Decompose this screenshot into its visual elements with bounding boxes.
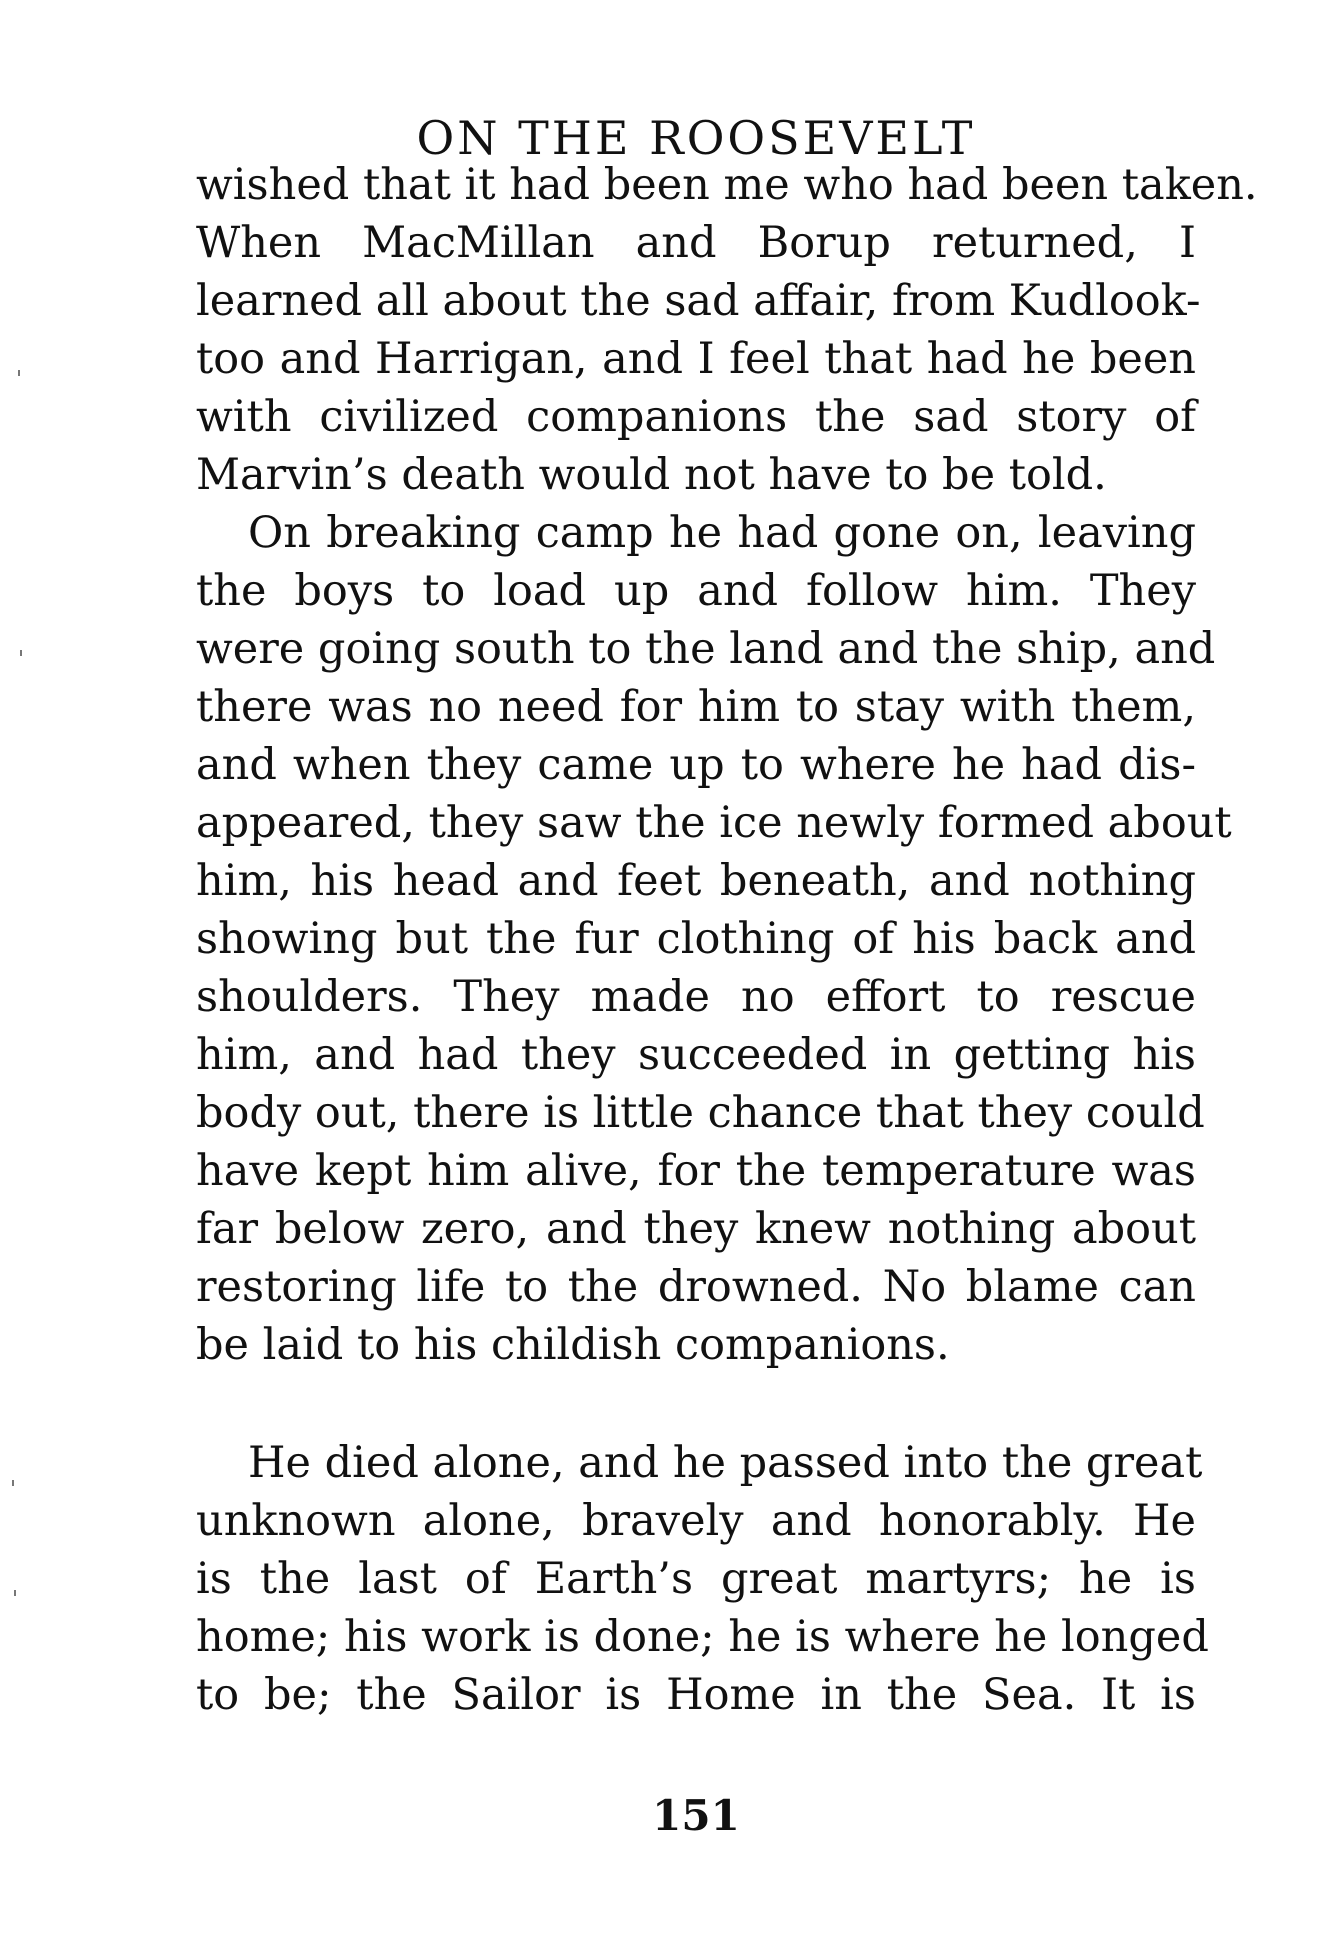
text-line: unknown alone, bravely and honorably. He: [196, 1496, 1196, 1546]
running-head: ON THE ROOSEVELT: [416, 111, 976, 165]
text-line: have kept him alive, for the temperature was: [196, 1146, 1196, 1196]
text-line: restoring life to the drowned. No blame can: [196, 1262, 1196, 1312]
text-line: is the last of Earth’s great martyrs; he is: [196, 1554, 1196, 1604]
text-line: body out, there is little chance that they could: [196, 1088, 1205, 1138]
text-line: appeared, they saw the ice newly formed about: [196, 798, 1232, 848]
text-line: be laid to his childish companions.: [196, 1320, 950, 1370]
text-line: to be; the Sailor is Home in the Sea. It is: [196, 1670, 1196, 1720]
text-line: the boys to load up and follow him. They: [196, 566, 1196, 616]
text-line: him, and had they succeeded in getting his: [196, 1030, 1196, 1080]
text-line: far below zero, and they knew nothing about: [196, 1204, 1196, 1254]
text-line: home; his work is done; he is where he longed: [196, 1612, 1209, 1662]
scan-speck: [18, 370, 20, 376]
text-line: were going south to the land and the ship, and: [196, 624, 1216, 674]
text-line: On breaking camp he had gone on, leaving: [248, 508, 1196, 558]
page-number: 151: [652, 1791, 740, 1840]
text-line: him, his head and feet beneath, and nothing: [196, 856, 1196, 906]
text-line: with civilized companions the sad story of: [196, 392, 1196, 442]
text-line: there was no need for him to stay with them,: [196, 682, 1196, 732]
text-line: When MacMillan and Borup returned, I: [196, 218, 1196, 268]
text-line: learned all about the sad affair, from Kudlook-: [196, 276, 1201, 326]
text-line: too and Harrigan, and I feel that had he been: [196, 334, 1196, 384]
text-line: Marvin’s death would not have to be told.: [196, 450, 1107, 500]
scan-speck: [14, 1590, 16, 1596]
text-line: and when they came up to where he had dis-: [196, 740, 1196, 790]
text-line: shoulders. They made no effort to rescue: [196, 972, 1196, 1022]
scan-speck: [12, 1480, 14, 1486]
text-line: showing but the fur clothing of his back and: [196, 914, 1196, 964]
scan-speck: [20, 650, 22, 656]
text-line: He died alone, and he passed into the great: [248, 1438, 1203, 1488]
text-line: wished that it had been me who had been taken.: [196, 160, 1258, 210]
